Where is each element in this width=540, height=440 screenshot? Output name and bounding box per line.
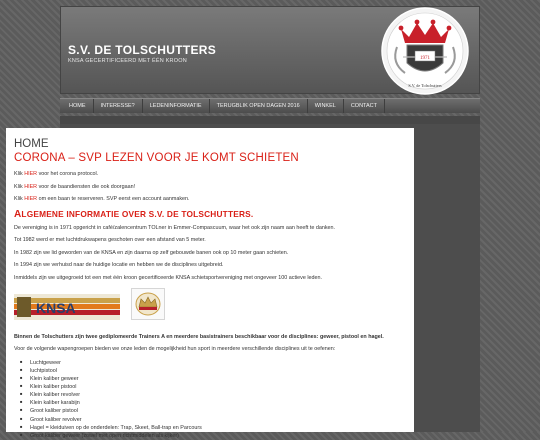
- nav-interesse[interactable]: INTERESSE?: [94, 99, 143, 113]
- hier-link[interactable]: HIER: [24, 196, 38, 203]
- knsa-logo-text: KNSA: [36, 299, 76, 316]
- list-item: ■ Luchtgeweer: [26, 359, 406, 367]
- logo-club-name: S.V. de Tolschutters: [408, 83, 442, 88]
- club-logo[interactable]: [377, 7, 473, 95]
- nav-ledeninformatie[interactable]: LEDENINFORMATIE: [143, 99, 210, 113]
- nav-contact[interactable]: CONTACT: [344, 99, 385, 113]
- main-nav: [60, 98, 480, 113]
- history-paragraph: Tot 1982 werd er met luchtdrukwapens geschoten over een afstand van 5 meter.: [14, 237, 206, 244]
- link-suffix: voor de baandiensten die ook doorgaan!: [37, 183, 136, 190]
- corona-link-2: [14, 184, 406, 190]
- link-prefix: Klik: [14, 196, 25, 203]
- history-paragraph: Inmiddels zijn we uitgegroeid tot een met één kroon gecertificeerde KNSA schietsportvereniging met ongeveer 100 actieve leden.: [14, 275, 323, 282]
- weapons-list: [26, 359, 406, 440]
- logo-year: 1971: [420, 56, 430, 61]
- main-content: [6, 128, 414, 439]
- history-paragraph: In 1982 zijn we lid geworden van de KNSA en zijn daarna op zelf gebouwde banen ook op 10 meter gaan schieten.: [14, 249, 289, 256]
- list-item: ■ Klein kaliber karabijn: [26, 399, 406, 407]
- list-item: ■ Klein kaliber revolver: [26, 391, 406, 399]
- heading-rest: LGEMENE INFORMATIE OVER S.V. DE TOLSCHUTTERS.: [21, 208, 254, 219]
- site-title[interactable]: S.V. DE TOLSCHUTTERS: [68, 43, 217, 57]
- list-item: ■ Klein kaliber pistool: [26, 383, 406, 391]
- weapons-intro: Voor de volgende wapengroepen bieden we onze leden de mogelijkheid hun sport in meerdere verschillende disciplines uit te oefenen:: [14, 346, 336, 353]
- list-item: ■ Hagel = kleiduiven op de onderdelen: Trap, Skeet, Ball-trap en Parcours: [26, 424, 406, 432]
- site-subtitle: KNSA GECERTIFICEERD MET ÉÉN KROON: [68, 58, 187, 64]
- general-info-heading: [14, 209, 406, 220]
- nav-terugblik[interactable]: TERUGBLIK OPEN DAGEN 2016: [210, 99, 308, 113]
- trainers-paragraph: Binnen de Tolschutters zijn twee gediplomeerde Trainers A en meerdere basistrainers beschikbaar voor de disciplines: geweer, pistool en hagel.: [14, 333, 384, 340]
- hier-link[interactable]: HIER: [24, 171, 38, 177]
- link-prefix: Klik: [14, 171, 25, 177]
- link-suffix: om een baan te reserveren. SVP eerst een account aanmaken.: [37, 196, 190, 203]
- certification-badges: [14, 288, 406, 328]
- history-paragraph: In 1994 zijn we verhuisd naar de huidige locatie en hebben we de disciplines uitgebreid.: [14, 262, 224, 269]
- history-paragraph: De vereniging is in 1971 opgericht in café/zalencentrum TOLner in Emmer-Compascuum, waar het ook zijn naam aan heeft te danken.: [14, 224, 336, 231]
- list-item: ■ Groot kaliber revolver: [26, 416, 406, 424]
- site-header: [60, 6, 480, 94]
- list-item: ■ Groot kaliber geweer (zowel met open richtmiddelen als kijker): [26, 432, 406, 440]
- nav-winkel[interactable]: WINKEL: [308, 99, 344, 113]
- list-item: ■ Klein kaliber geweer: [26, 375, 406, 383]
- link-prefix: Klik: [14, 183, 25, 190]
- nav-home[interactable]: HOME: [60, 99, 94, 113]
- knsa-logo[interactable]: [14, 294, 120, 320]
- corona-link-3: [14, 196, 406, 202]
- page-title: HOME: [14, 138, 49, 150]
- link-suffix: voor het corona protocol.: [37, 171, 99, 177]
- list-item: ■ Groot kaliber pistool: [26, 407, 406, 415]
- heading-initial: A: [14, 208, 22, 220]
- list-item: ■ luchtpistool: [26, 367, 406, 375]
- hier-link[interactable]: HIER: [24, 183, 38, 190]
- crown-badge-icon: [131, 288, 165, 320]
- corona-link-1: [14, 171, 406, 177]
- corona-heading: CORONA – SVP LEZEN VOOR JE KOMT SCHIETEN: [14, 152, 299, 164]
